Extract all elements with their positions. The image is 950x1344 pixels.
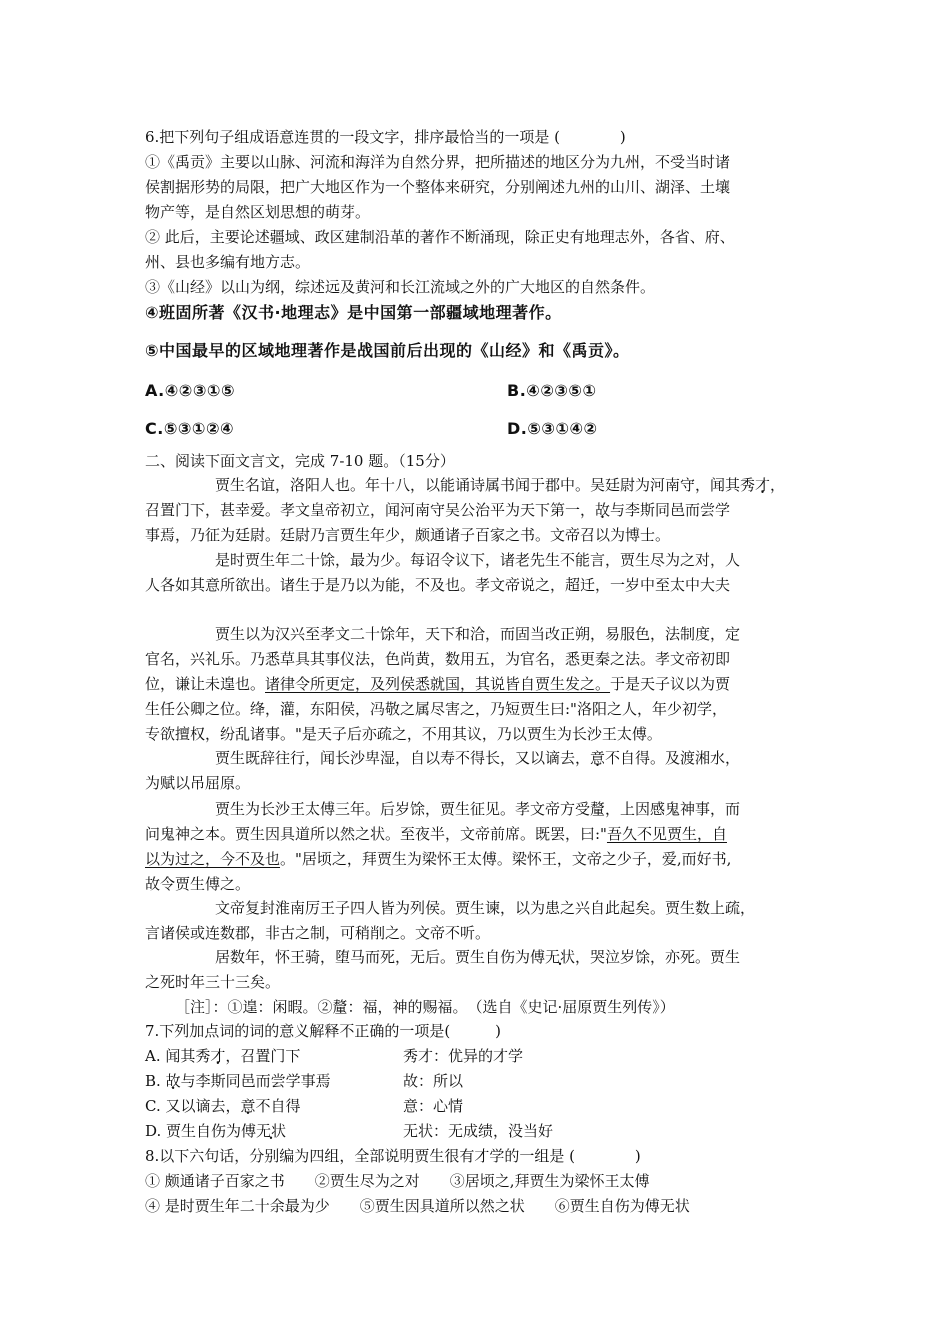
q6-option-c: C.⑤③①②④ xyxy=(145,419,235,438)
q7-option-b: B. 故与李斯同邑而尝学事焉 xyxy=(145,1072,331,1090)
q6-sentence-4: ④班固所著《汉书·地理志》是中国第一部疆域地理著作。 xyxy=(145,303,562,322)
passage-p4-line-1: 贾生既辞往行，闻长沙卑湿，自以寿不得长，又以谪去，意不自得。及渡湘水， xyxy=(215,749,741,767)
dotted-word-wuzhuang: 无状 xyxy=(256,1122,287,1140)
passage-p1-line-3: 事焉，乃征为廷尉。廷尉乃言贾生年少，颇通诸子百家之书。文帝召以为博士。 xyxy=(145,526,671,544)
passage-p3-line-2: 官名，兴礼乐。乃悉草具其事仪法，色尚黄，数用五，为官名，悉更秦之法。孝文帝初即 xyxy=(145,650,731,668)
dotted-word-wuzhuang: 无状 xyxy=(545,948,576,966)
q7-option-d-explanation: 无状：无成绩，没当好 xyxy=(403,1122,554,1140)
dotted-word-yi: 意 xyxy=(590,749,606,767)
dotted-word-yi: 意 xyxy=(240,1097,256,1115)
passage-p5-line-4: 故令贾生傅之。 xyxy=(145,875,251,893)
underlined-sentence-1: 诸律令所更定，及列侯悉就国，其说皆自贾生发之。 xyxy=(265,675,611,693)
q7-stem: 7.下列加点词的词的意义解释不正确的一项是( ) xyxy=(145,1022,502,1040)
q6-option-d: D.⑤③①④② xyxy=(507,419,598,438)
q7-option-b-explanation: 故：所以 xyxy=(403,1072,464,1090)
q8-choices-row-2: ④ 是时贾生年二十余最为少 ⑤贾生因具道所以然之状 ⑥贾生自伤为傅无状 xyxy=(145,1197,690,1215)
section-2-title: 二、阅读下面文言文，完成 7-10 题。（15分） xyxy=(145,452,455,470)
passage-p7-line-2: 之死时年三十三矣。 xyxy=(145,973,281,991)
q6-sentence-3: ③《山经》以山为纲，综述远及黄河和长江流域之外的广大地区的自然条件。 xyxy=(145,278,656,296)
passage-p3-line-3: 位，谦让未遑也。诸律令所更定，及列侯悉就国，其说皆自贾生发之。于是天子议以为贾 xyxy=(145,675,731,693)
q6-option-b: B.④②③⑤① xyxy=(507,381,597,400)
q7-option-c-explanation: 意：心情 xyxy=(403,1097,464,1115)
passage-p3-line-1: 贾生以为汉兴至孝文二十馀年，天下和洽，而固当改正朔，易服色，法制度，定 xyxy=(215,625,741,643)
q7-option-d: D. 贾生自伤为傅无状 xyxy=(145,1122,287,1140)
passage-p5-line-2: 问鬼神之本。贾生因具道所以然之状。至夜半，文帝前席。既罢，曰:"吾久不见贾生，自 xyxy=(145,825,727,843)
underlined-sentence-2a: 吾久不见贾生，自 xyxy=(606,825,727,843)
passage-p6-line-2: 言诸侯或连数郡，非古之制，可稍削之。文帝不听。 xyxy=(145,924,491,942)
underlined-sentence-2b: 以为过之，今不及也 xyxy=(145,850,281,868)
q6-sentence-1-line-2: 侯割据形势的局限，把广大地区作为一个整体来研究，分别阐述九州的山川、湖泽、土壤 xyxy=(145,178,731,196)
passage-p6-line-1: 文帝复封淮南厉王子四人皆为列侯。贾生谏，以为患之兴自此起矣。贾生数上疏， xyxy=(215,899,756,917)
passage-p1-line-2: 召置门下，甚幸爱。孝文皇帝初立，闻河南守吴公治平为天下第一，故与李斯同邑而尝学 xyxy=(145,501,731,519)
q6-stem: 6.把下列句子组成语意连贯的一段文字，排序最恰当的一项是 ( ) xyxy=(145,128,626,146)
dotted-word-gu: 故 xyxy=(165,1072,181,1090)
q7-option-a-explanation: 秀才：优异的才学 xyxy=(403,1047,524,1065)
passage-p5-line-1: 贾生为长沙王太傅三年。后岁馀，贾生征见。孝文帝方受釐，上因感鬼神事，而 xyxy=(215,800,741,818)
q6-sentence-5: ⑤中国最早的区域地理著作是战国前后出现的《山经》和《禹贡》。 xyxy=(145,341,630,360)
q8-choices-row-1: ① 颇通诸子百家之书 ②贾生尽为之对 ③居顷之,拜贾生为梁怀王太傅 xyxy=(145,1172,650,1190)
dotted-word-cai: 才 xyxy=(755,476,771,494)
q6-sentence-2-line-1: ② 此后，主要论述疆域、政区建制沿革的著作不断涌现，除正史有地理志外，各省、府、 xyxy=(145,228,735,246)
q6-sentence-1-line-1: ①《禹贡》主要以山脉、河流和海洋为自然分界，把所描述的地区分为九州，不受当时诸 xyxy=(145,153,731,171)
q8-stem: 8.以下六句话，分别编为四组，全部说明贾生很有才学的一组是 ( ) xyxy=(145,1147,641,1165)
dotted-word-gu: 故 xyxy=(595,501,611,519)
q6-option-a: A.④②③①⑤ xyxy=(145,381,235,400)
passage-p7-line-1: 居数年，怀王骑，堕马而死，无后。贾生自伤为傅无状，哭泣岁馀，亦死。贾生 xyxy=(215,948,741,966)
passage-p3-line-4: 生任公卿之位。绛，灌，东阳侯，冯敬之属尽害之，乃短贾生曰:"洛阳之人，年少初学， xyxy=(145,700,727,718)
passage-p4-line-2: 为赋以吊屈原。 xyxy=(145,774,251,792)
passage-p3-line-5: 专欲擅权，纷乱诸事。"是天子后亦疏之，不用其议，乃以贾生为长沙王太傅。 xyxy=(145,725,662,743)
passage-p2-line-2: 人各如其意所欲出。诸生于是乃以为能，不及也。孝文帝说之，超迁，一岁中至太中大夫 xyxy=(145,576,731,594)
q7-option-c: C. 又以谪去，意不自得 xyxy=(145,1097,301,1115)
q6-sentence-2-line-2: 州、县也多编有地方志。 xyxy=(145,253,311,271)
passage-p5-line-3: 以为过之，今不及也。"居顷之，拜贾生为梁怀王太傅。梁怀王，文帝之少子，爱,而好书, xyxy=(145,850,732,868)
passage-p1-line-1: 贾生名谊，洛阳人也。年十八，以能诵诗属书闻于郡中。吴廷尉为河南守，闻其秀才， xyxy=(215,476,786,494)
dotted-word-cai: 才 xyxy=(210,1047,226,1065)
passage-note: ［注］：①遑：闲暇。②釐：福，神的赐福。 （选自《史记·屈原贾生列传》） xyxy=(175,998,675,1016)
q6-sentence-1-line-3: 物产等，是自然区划思想的萌芽。 xyxy=(145,203,371,221)
q7-option-a: A. 闻其秀才，召置门下 xyxy=(145,1047,301,1065)
passage-p2-line-1: 是时贾生年二十馀，最为少。每诏令议下，诸老先生不能言，贾生尽为之对，人 xyxy=(215,551,741,569)
